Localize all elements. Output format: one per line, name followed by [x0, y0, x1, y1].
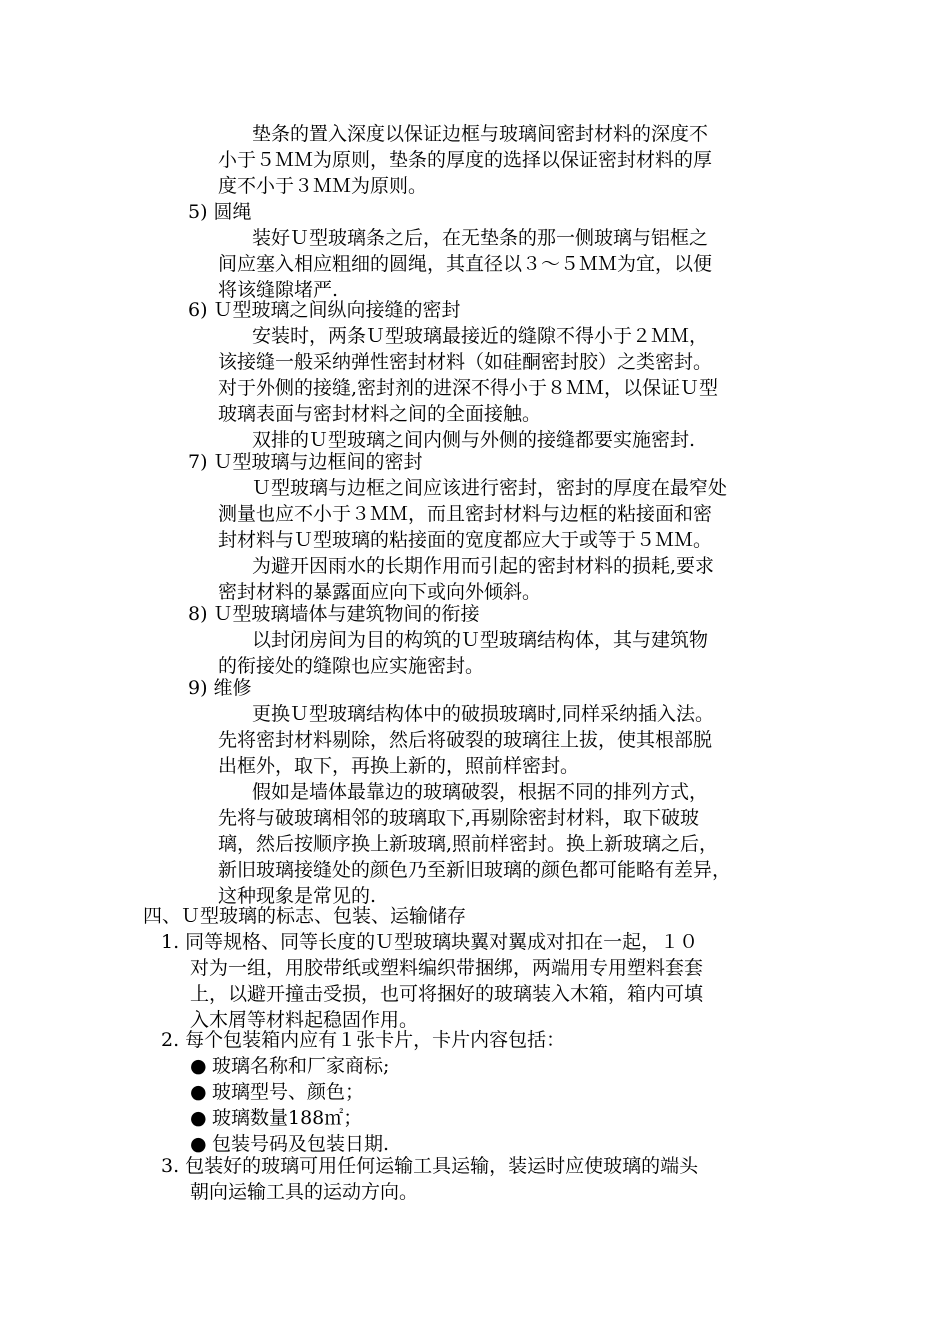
paragraph-line: 双排的Ｕ型玻璃之间内侧与外侧的接缝都要实施密封. — [252, 429, 696, 451]
bullet-icon: ● — [190, 1107, 207, 1129]
subheading-7: 7) Ｕ型玻璃与边框间的密封 — [188, 451, 423, 473]
paragraph-line: 先将与破玻璃相邻的玻璃取下,再剔除密封材料，取下破玻 — [218, 807, 700, 829]
subheading-5: 5) 圆绳 — [188, 201, 252, 223]
paragraph-line: 间应塞入相应粗细的圆绳，其直径以３～５ＭＭ为宜，以便 — [218, 253, 713, 275]
paragraph-line: 对于外侧的接缝,密封剂的进深不得小于８ＭＭ，以保证Ｕ型 — [218, 377, 719, 399]
list-item-3-line: 朝向运输工具的运动方向。 — [190, 1181, 419, 1203]
paragraph-line: 的衔接处的缝隙也应实施密封。 — [218, 655, 485, 677]
paragraph-line: 这种现象是常见的. — [218, 885, 377, 907]
paragraph-line: 更换Ｕ型玻璃结构体中的破损玻璃时,同样采纳插入法。 — [252, 703, 715, 725]
list-item-2: 2. 每个包装箱内应有１张卡片，卡片内容包括： — [161, 1029, 566, 1051]
subheading-6: 6) Ｕ型玻璃之间纵向接缝的密封 — [188, 299, 461, 321]
bullet-icon: ● — [190, 1133, 207, 1155]
list-item-3-line: 3. 包装好的玻璃可用任何运输工具运输，装运时应使玻璃的端头 — [161, 1155, 699, 1177]
paragraph-line: 先将密封材料剔除，然后将破裂的玻璃往上拔，使其根部脱 — [218, 729, 713, 751]
bullet-text: 玻璃数量188㎡； — [212, 1107, 363, 1129]
list-item-1-line: 入木屑等材料起稳固作用。 — [190, 1009, 419, 1031]
paragraph-line: 璃，然后按顺序换上新玻璃,照前样密封。换上新玻璃之后， — [218, 833, 719, 855]
paragraph-line: 封材料与Ｕ型玻璃的粘接面的宽度都应大于或等于５ＭＭ。 — [218, 529, 713, 551]
list-item-1-line: 对为一组，用胶带纸或塑料编织带捆绑，两端用专用塑料套套 — [190, 957, 704, 979]
bullet-icon: ● — [190, 1081, 207, 1103]
paragraph-line: 以封闭房间为目的构筑的Ｕ型玻璃结构体，其与建筑物 — [252, 629, 709, 651]
section-heading-4: 四、Ｕ型玻璃的标志、包装、运输储存 — [143, 905, 467, 927]
paragraph-line: 新旧玻璃接缝处的颜色乃至新旧玻璃的颜色都可能略有差异， — [218, 859, 732, 881]
bullet-text: 包装号码及包装日期. — [212, 1133, 390, 1155]
bullet-text: 玻璃型号、颜色； — [212, 1081, 365, 1103]
bullet-icon: ● — [190, 1055, 207, 1077]
paragraph-line: 出框外，取下，再换上新的，照前样密封。 — [218, 755, 580, 777]
paragraph-line: 将该缝隙堵严. — [218, 279, 339, 301]
paragraph-line: Ｕ型玻璃与边框之间应该进行密封，密封的厚度在最窄处 — [252, 477, 728, 499]
paragraph-line: 垫条的置入深度以保证边框与玻璃间密封材料的深度不 — [252, 123, 709, 145]
bullet-text: 玻璃名称和厂家商标; — [212, 1055, 390, 1077]
paragraph-line: 度不小于３ＭＭ为原则。 — [218, 175, 428, 197]
list-item-1-line: 上，以避开撞击受损，也可将捆好的玻璃装入木箱，箱内可填 — [190, 983, 704, 1005]
paragraph-line: 假如是墙体最靠边的玻璃破裂，根据不同的排列方式， — [252, 781, 709, 803]
bullet-item — [190, 1105, 362, 1131]
bullet-item — [190, 1053, 389, 1079]
paragraph-line: 为避开因雨水的长期作用而引起的密封材料的损耗,要求 — [252, 555, 715, 577]
paragraph-line: 测量也应不小于３ＭＭ，而且密封材料与边框的粘接面和密 — [218, 503, 713, 525]
paragraph-line: 小于５ＭＭ为原则，垫条的厚度的选择以保证密封材料的厚 — [218, 149, 713, 171]
paragraph-line: 密封材料的暴露面应向下或向外倾斜。 — [218, 581, 542, 603]
bullet-item — [190, 1079, 364, 1105]
paragraph-line: 装好Ｕ型玻璃条之后，在无垫条的那一侧玻璃与铝框之 — [252, 227, 709, 249]
subheading-8: 8) Ｕ型玻璃墙体与建筑物间的衔接 — [188, 603, 480, 625]
paragraph-line: 安装时，两条Ｕ型玻璃最接近的缝隙不得小于２ＭＭ， — [252, 325, 709, 347]
paragraph-line: 该接缝一般采纳弹性密封材料（如硅酮密封胶）之类密封。 — [218, 351, 713, 373]
paragraph-line: 玻璃表面与密封材料之间的全面接触。 — [218, 403, 542, 425]
list-item-1-line: 1. 同等规格、同等长度的Ｕ型玻璃块翼对翼成对扣在一起，１０ — [161, 931, 699, 953]
subheading-9: 9) 维修 — [188, 677, 252, 699]
